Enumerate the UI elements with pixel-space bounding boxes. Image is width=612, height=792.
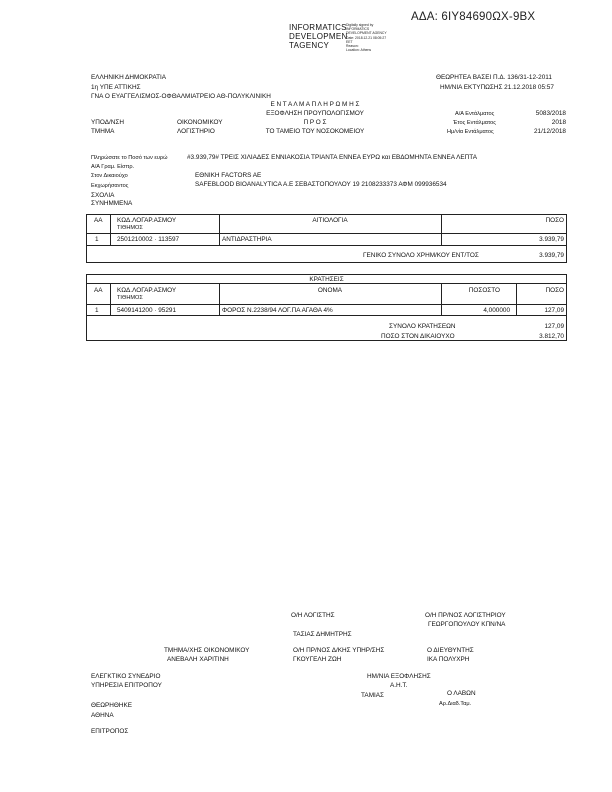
creditor-label: Στον Δικαιούχο bbox=[91, 173, 128, 179]
col-header-account-sub: ΤΙΘΗΜΟΣ bbox=[117, 295, 143, 301]
sig-line: INFORMATICS bbox=[346, 27, 370, 32]
net-amount-value: 3.812,70 bbox=[539, 333, 564, 340]
deductions-total-value: 127,09 bbox=[544, 323, 564, 330]
amount-in-words: #3.939,79# ΤΡΕΙΣ ΧΙΛΙΑΔΕΣ ΕΝΝΙΑΚΟΣΙΑ ΤΡΙΑΝΤΑ ΕΝΝΕΑ ΕΥΡΩ και ΕΒΔΟΜΗΝΤΑ ΕΝΝΕΑ ΛΕΠΤΑ bbox=[187, 154, 477, 161]
assignee-details: SAFEBLOOD BIOANALYTICA A.E ΣΕΒΑΣΤΟΠΟΥΛΟΥ 19 2108233373 ΑΦΜ 099936534 bbox=[195, 181, 447, 188]
logo-line3: TAGENCY bbox=[289, 41, 330, 50]
print-date: ΗΜ/ΝΙΑ ΕΚΤΥΠΩΣΗΣ 21.12.2018 05:57 bbox=[440, 84, 554, 91]
row-amount: 127,09 bbox=[544, 307, 564, 314]
admin-head-name: ΓΚΟΥΓΕΛΗ ΖΩΗ bbox=[293, 656, 342, 663]
col-header-rate: ΠΟΣΟΣΤΟ bbox=[468, 287, 500, 294]
to-label: Π Ρ Ο Σ bbox=[303, 119, 327, 126]
legal-basis: ΘΕΩΡΗΤΕΑ ΒΑΣΕΙ Π.Δ. 136/31-12-2011 bbox=[436, 74, 552, 81]
health-region-label: 1η ΥΠΕ ΑΤΤΙΚΗΣ bbox=[91, 84, 141, 91]
col-header-reason: ΑΙΤΙΟΛΟΓΙΑ bbox=[312, 217, 348, 224]
commissioner-service-label: ΥΠΗΡΕΣΙΑ ΕΠΙΤΡΟΠΟΥ bbox=[91, 682, 162, 689]
warrant-number-label: Α/Α Εντάλματος bbox=[455, 111, 495, 117]
agency-logo bbox=[289, 23, 348, 50]
subdivision-value: ΟΙΚΟΝΟΜΙΚΟΥ bbox=[177, 119, 223, 126]
sig-line: Location: Athens bbox=[346, 48, 372, 53]
audit-court-label: ΕΛΕΓΚΤΙΚΟ ΣΥΝΕΔΡΙΟ bbox=[91, 673, 161, 680]
republic-label: ΕΛΛΗΝΙΚΗ ΔΗΜΟΚΡΑΤΙΑ bbox=[91, 74, 167, 81]
sig-line: Digitally signed by bbox=[346, 23, 374, 27]
accountant-name: ΤΑΣΙΑΣ ΔΗΜΗΤΡΗΣ bbox=[293, 631, 352, 638]
director-title: Ο ΔΙΕΥΘΥΝΤΗΣ bbox=[427, 647, 474, 654]
department-label: ΤΜΗΜΑ bbox=[91, 128, 115, 135]
warrant-number: 5083/2018 bbox=[535, 110, 566, 117]
col-header-name: ΟΝΟΜΑ bbox=[317, 287, 343, 294]
warrant-year: 2018 bbox=[551, 119, 566, 126]
logo-line1: INFORMATICS bbox=[289, 23, 347, 32]
commissioner-label: ΕΠΙΤΡΟΠΟΣ bbox=[91, 728, 129, 735]
sig-line: Date: 2018.12.21 08:05:27 bbox=[346, 35, 387, 40]
row-account: 5409141200 · 95291 bbox=[117, 307, 176, 314]
sig-line: Reason: bbox=[346, 44, 359, 49]
row-rate: 4,000000 bbox=[483, 307, 510, 314]
col-header-aa: ΑΑ bbox=[94, 217, 103, 224]
row-reason: ΑΝΤΙΔΡΑΣΤΗΡΙΑ bbox=[222, 236, 272, 243]
receipt-label: Α/Α Γραμ. Είσπρ. bbox=[91, 164, 135, 170]
total-value: 3.939,79 bbox=[539, 252, 564, 259]
deductions-total-label: ΣΥΝΟΛΟ ΚΡΑΤΗΣΕΩΝ bbox=[389, 323, 456, 330]
city-label: ΑΘΗΝΑ bbox=[91, 712, 114, 719]
amount-label: Πληρώσατε το Ποσό των ευρώ bbox=[91, 155, 168, 161]
seen-label: ΘΕΩΡΗΘΗΚΕ bbox=[91, 702, 132, 709]
receiver-label: Ο ΛΑΒΩΝ bbox=[447, 690, 476, 697]
notes-label: ΣΧΟΛΙΑ bbox=[91, 192, 115, 199]
recipient-label: ΤΟ ΤΑΜΕΙΟ ΤΟΥ ΝΟΣΟΚΟΜΕΙΟΥ bbox=[265, 128, 365, 135]
payment-date-label: ΗΜ/ΝΙΑ ΕΞΟΦΛΗΣΗΣ bbox=[367, 673, 431, 680]
sig-line: DEVELOPMENT AGENCY bbox=[346, 31, 387, 36]
row-name: ΦΟΡΟΣ Ν.2238/94 ΛΟΓ.ΠΑ ΑΓΑΘΑ 4% bbox=[222, 307, 333, 314]
document-title: Ε Ν Τ Α Λ Μ Α Π Λ Η Ρ Ω Μ Η Σ bbox=[270, 101, 360, 108]
subdivision-label: ΥΠΟΔ/ΝΣΗ bbox=[91, 119, 124, 126]
accounting-head-name: ΓΕΩΡΓΟΠΟΥΛΟΥ ΚΠΝ/ΝΑ bbox=[428, 621, 506, 628]
department-value: ΛΟΓΙΣΤΗΡΙΟ bbox=[177, 128, 215, 135]
cash-order-label: Αρ.Διαδ.Ταμ. bbox=[439, 701, 472, 707]
warrant-date-label: Ημ/νία Εντάλματος bbox=[447, 129, 494, 135]
total-label: ΓΕΝΙΚΟ ΣΥΝΟΛΟ ΧΡΗΜ/ΚΟΥ ΕΝΤ/ΤΟΣ bbox=[363, 252, 479, 259]
row-aa: 1 bbox=[95, 236, 99, 243]
col-header-account: ΚΩΔ.ΛΟΓΑΡ.ΑΣΜΟΥ bbox=[117, 217, 177, 224]
payment-type: ΕΞΟΦΛΗΣΗ ΠΡΟΥΠΟΛΟΓΙΣΜΟΥ bbox=[266, 110, 364, 117]
deductions-title: ΚΡΑΤΗΣΕΙΣ bbox=[309, 276, 344, 283]
row-amount: 3.939,79 bbox=[539, 236, 564, 243]
hospital-name: ΓΝΑ Ο ΕΥΑΓΓΕΛΙΣΜΟΣ-ΟΦΘΑΛΜΙΑΤΡΕΙΟ ΑΘ-ΠΟΛΥΚΛΙΝΙΚΗ bbox=[91, 93, 271, 100]
cashier-label: ΤΑΜΙΑΣ bbox=[361, 692, 385, 699]
assignee-label: Εκχωρήσαντος bbox=[91, 183, 129, 189]
creditor-name: ΕΘΝΙΚΗ FACTORS AE bbox=[195, 172, 262, 179]
accountant-title: Ο/Η ΛΟΓΙΣΤΗΣ bbox=[291, 612, 335, 619]
director-name: ΙΚΑ ΠΟΛΥΧΡΗ bbox=[427, 656, 470, 663]
net-amount-label: ΠΟΣΟ ΣΤΟΝ ΔΙΚΑΙΟΥΧΟ bbox=[381, 333, 455, 340]
logo-line2: DEVELOPMEN bbox=[289, 32, 348, 41]
finance-head-name: ΑΝΕΒΑΛΗ ΧΑΡΙΤΙΝΗ bbox=[167, 656, 229, 663]
warrant-year-label: Έτος Εντάλματος bbox=[453, 120, 496, 126]
col-header-amount: ΠΟΣΟ bbox=[545, 217, 564, 224]
sig-line: EET bbox=[346, 39, 353, 44]
col-header-amount: ΠΟΣΟ bbox=[545, 287, 564, 294]
ada-number: ΑΔΑ: 6ΙΥ84690ΩΧ-9ΒΧ bbox=[411, 11, 536, 23]
col-header-account: ΚΩΔ.ΛΟΓΑΡ.ΑΣΜΟΥ bbox=[117, 287, 177, 294]
id-number-label: Α.Η.Τ. bbox=[390, 682, 408, 689]
warrant-date: 21/12/2018 bbox=[534, 128, 566, 135]
admin-head-title: Ο/Η ΠΡ/ΝΟΣ Δ/ΚΗΣ ΥΠΗΡ/ΣΗΣ bbox=[293, 647, 385, 654]
row-aa: 1 bbox=[95, 307, 99, 314]
col-header-account-sub: ΤΙΘΗΜΟΣ bbox=[117, 225, 143, 231]
col-header-aa: ΑΑ bbox=[94, 287, 103, 294]
accounting-head-title: Ο/Η ΠΡ/ΝΟΣ ΛΟΓΙΣΤΗΡΙΟΥ bbox=[425, 612, 506, 619]
finance-head-title: ΤΜΗΜΑ/ΧΗΣ ΟΙΚΟΝΟΜΙΚΟΥ bbox=[164, 647, 250, 654]
row-account: 2501210002 · 113597 bbox=[117, 236, 180, 243]
digital-signature bbox=[346, 23, 387, 52]
attachments-label: ΣΥΝΗΜΜΕΝΑ bbox=[91, 200, 133, 207]
